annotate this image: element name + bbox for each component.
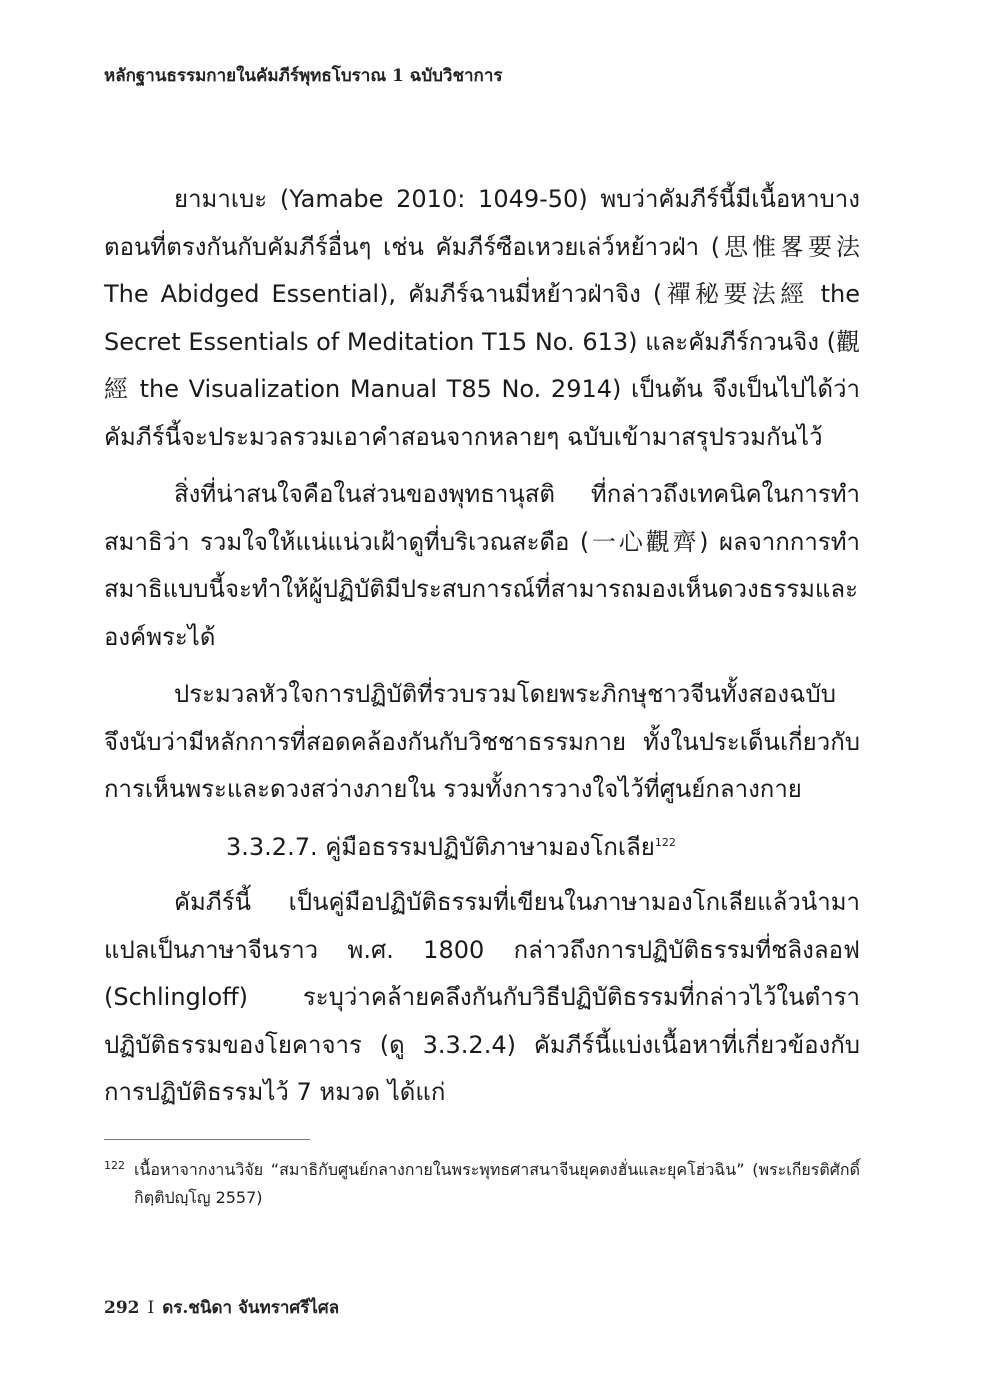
running-header: หลักฐานธรรมกายในคัมภีร์พุทธโบราณ 1 ฉบับวิชาการ — [104, 66, 503, 86]
footnote — [104, 1156, 860, 1212]
paragraph-buddhanussati: สิ่งที่น่าสนใจคือในส่วนของพุทธานุสติ ที่กล่าวถึงเทคนิคในการทำสมาธิว่า รวมใจให้แน่แน่วเฝ้าดูที่บริเวณสะดือ (一心觀齊) ผลจากการทำสมาธิแบบนี้จะทำให้ผู้ปฏิบัติมีประสบการณ์ที่สามารถมองเห็นดวงธรรมและองค์พระได้ — [104, 480, 860, 651]
footnote-text: เนื้อหาจากงานวิจัย “สมาธิกับศูนย์กลางกายในพระพุทธศาสนาจีนยุคตงฮั่นและยุคโฮ่วฉิน” (พระเกียรติศักดิ์ กิตฺติปญฺโญ 2557) — [134, 1160, 860, 1207]
section-heading — [104, 824, 860, 872]
page-footer — [104, 1294, 339, 1321]
author-name: ดร.ชนิดา จันทราศรีไศล — [162, 1298, 340, 1318]
section-heading-text: 3.3.2.7. คู่มือธรรมปฏิบัติภาษามองโกเลีย — [226, 832, 655, 861]
footer-separator: I — [147, 1298, 155, 1318]
page-number: 292 — [104, 1298, 140, 1318]
paragraph-mongolian-manual: คัมภีร์นี้ เป็นคู่มือปฏิบัติธรรมที่เขียนในภาษามองโกเลียแล้วนำมาแปลเป็นภาษาจีนราว พ.ศ. 1800 กล่าวถึงการปฏิบัติธรรมที่ชลิงลอฟ (Schlingloff) ระบุว่าคล้ายคลึงกันกับวิธีปฏิบัติธรรมที่กล่าวไว้ในตำราปฏิบัติธรรมของโยคาจาร (ดู 3.3.2.4) คัมภีร์นี้แบ่งเนื้อหาที่เกี่ยวข้องกับการปฏิบัติธรรมไว้ 7 หมวด ได้แก่ — [104, 888, 860, 1106]
body-text — [104, 176, 860, 1127]
paragraph-yamabe: ยามาเบะ (Yamabe 2010: 1049-50) พบว่าคัมภีร์นี้มีเนื้อหาบางตอนที่ตรงกันกับคัมภีร์อื่นๆ เช่น คัมภีร์ซือเหวยเล่ว์หย้าวฝ่า (思惟畧要法 The Abidged Essential), คัมภีร์ฉานมี่หย้าวฝ่าจิง (禪秘要法經 the Secret Essentials of Meditation T15 No. 613) และคัมภีร์กวนจิง (觀經 the Visualization Manual T85 No. 2914) เป็นต้น จึงเป็นไปได้ว่าคัมภีร์นี้จะประมวลรวมเอาคำสอนจากหลายๆ ฉบับเข้ามาสรุปรวมกันไว้ — [104, 185, 860, 451]
footnote-reference[interactable]: 122 — [654, 835, 676, 849]
footnote-number: 122 — [104, 1159, 125, 1172]
footnote-divider — [104, 1139, 310, 1140]
paragraph-summary: ประมวลหัวใจการปฏิบัติที่รวบรวมโดยพระภิกษุชาวจีนทั้งสองฉบับจึงนับว่ามีหลักการที่สอดคล้องกันกับวิชชาธรรมกาย ทั้งในประเด็นเกี่ยวกับการเห็นพระและดวงสว่างภายใน รวมทั้งการวางใจไว้ที่ศูนย์กลางกาย — [104, 680, 860, 803]
